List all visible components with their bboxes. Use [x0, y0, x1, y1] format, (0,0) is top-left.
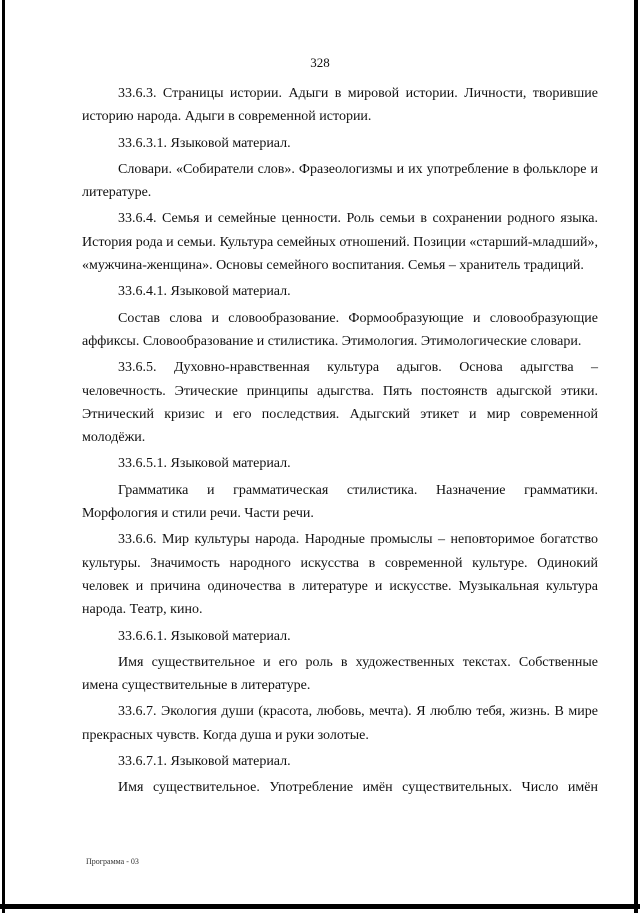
paragraph-word-formation: Состав слова и словообразование. Формообразующие и словообразующие аффиксы. Словообразование и стилистика. Этимология. Этимологические словари. [82, 310, 598, 349]
paragraph-noun-usage: Имя существительное. Употребление имён существительных. Число имён [118, 780, 598, 796]
footer-program-label: Программа - 03 [86, 857, 139, 866]
paragraph-33-6-3-1: 33.6.3.1. Языковой материал. [118, 135, 291, 151]
scan-border-right [634, 0, 638, 913]
paragraph-33-6-6: 33.6.6. Мир культуры народа. Народные промыслы – неповторимое богатство культуры. Значимость народного искусства в современной культуре. Одинокий человек и причина одиночества в литературе и искусстве. Музыкальная культура народа. Театр, кино. [82, 532, 598, 618]
paragraph-33-6-7-1: 33.6.7.1. Языковой материал. [118, 754, 291, 770]
scan-border-left [2, 0, 5, 913]
paragraph-33-6-6-1: 33.6.6.1. Языковой материал. [118, 628, 291, 644]
paragraph-33-6-3: 33.6.3. Страницы истории. Адыги в мировой истории. Личности, творившие историю народа. Адыги в современной истории. [82, 86, 598, 125]
paragraph-33-6-4-1: 33.6.4.1. Языковой материал. [118, 284, 291, 300]
paragraph-33-6-4: 33.6.4. Семья и семейные ценности. Роль семьи в сохранении родного языка. История рода и семьи. Культура семейных отношений. Позиции «старший-младший», «мужчина-женщина». Основы семейного воспитания. Семья – хранитель традиций. [82, 211, 598, 274]
paragraph-grammar: Грамматика и грамматическая стилистика. Назначение грамматики. Морфология и стили речи. Части речи. [82, 482, 598, 522]
document-body [82, 82, 598, 803]
paragraph-33-6-5-1: 33.6.5.1. Языковой материал. [118, 456, 291, 472]
paragraph-noun-role: Имя существительное и его роль в художественных текстах. Собственные имена существительные в литературе. [82, 654, 598, 694]
paragraph-33-6-7: 33.6.7. Экология души (красота, любовь, мечта). Я люблю тебя, жизнь. В мире прекрасных чувств. Когда душа и руки золотые. [82, 704, 598, 743]
page-number: 328 [310, 55, 330, 70]
paragraph-dictionaries: Словари. «Собиратели слов». Фразеологизмы и их употребление в фольклоре и литературе. [82, 161, 598, 201]
paragraph-33-6-5: 33.6.5. Духовно-нравственная культура адыгов. Основа адыгства – человечность. Этические принципы адыгства. Пять постоянств адыгской этики. Этнический кризис и его последствия. Адыгский этикет и мир современной молодёжи. [82, 360, 598, 446]
scan-border-bottom [0, 904, 640, 909]
